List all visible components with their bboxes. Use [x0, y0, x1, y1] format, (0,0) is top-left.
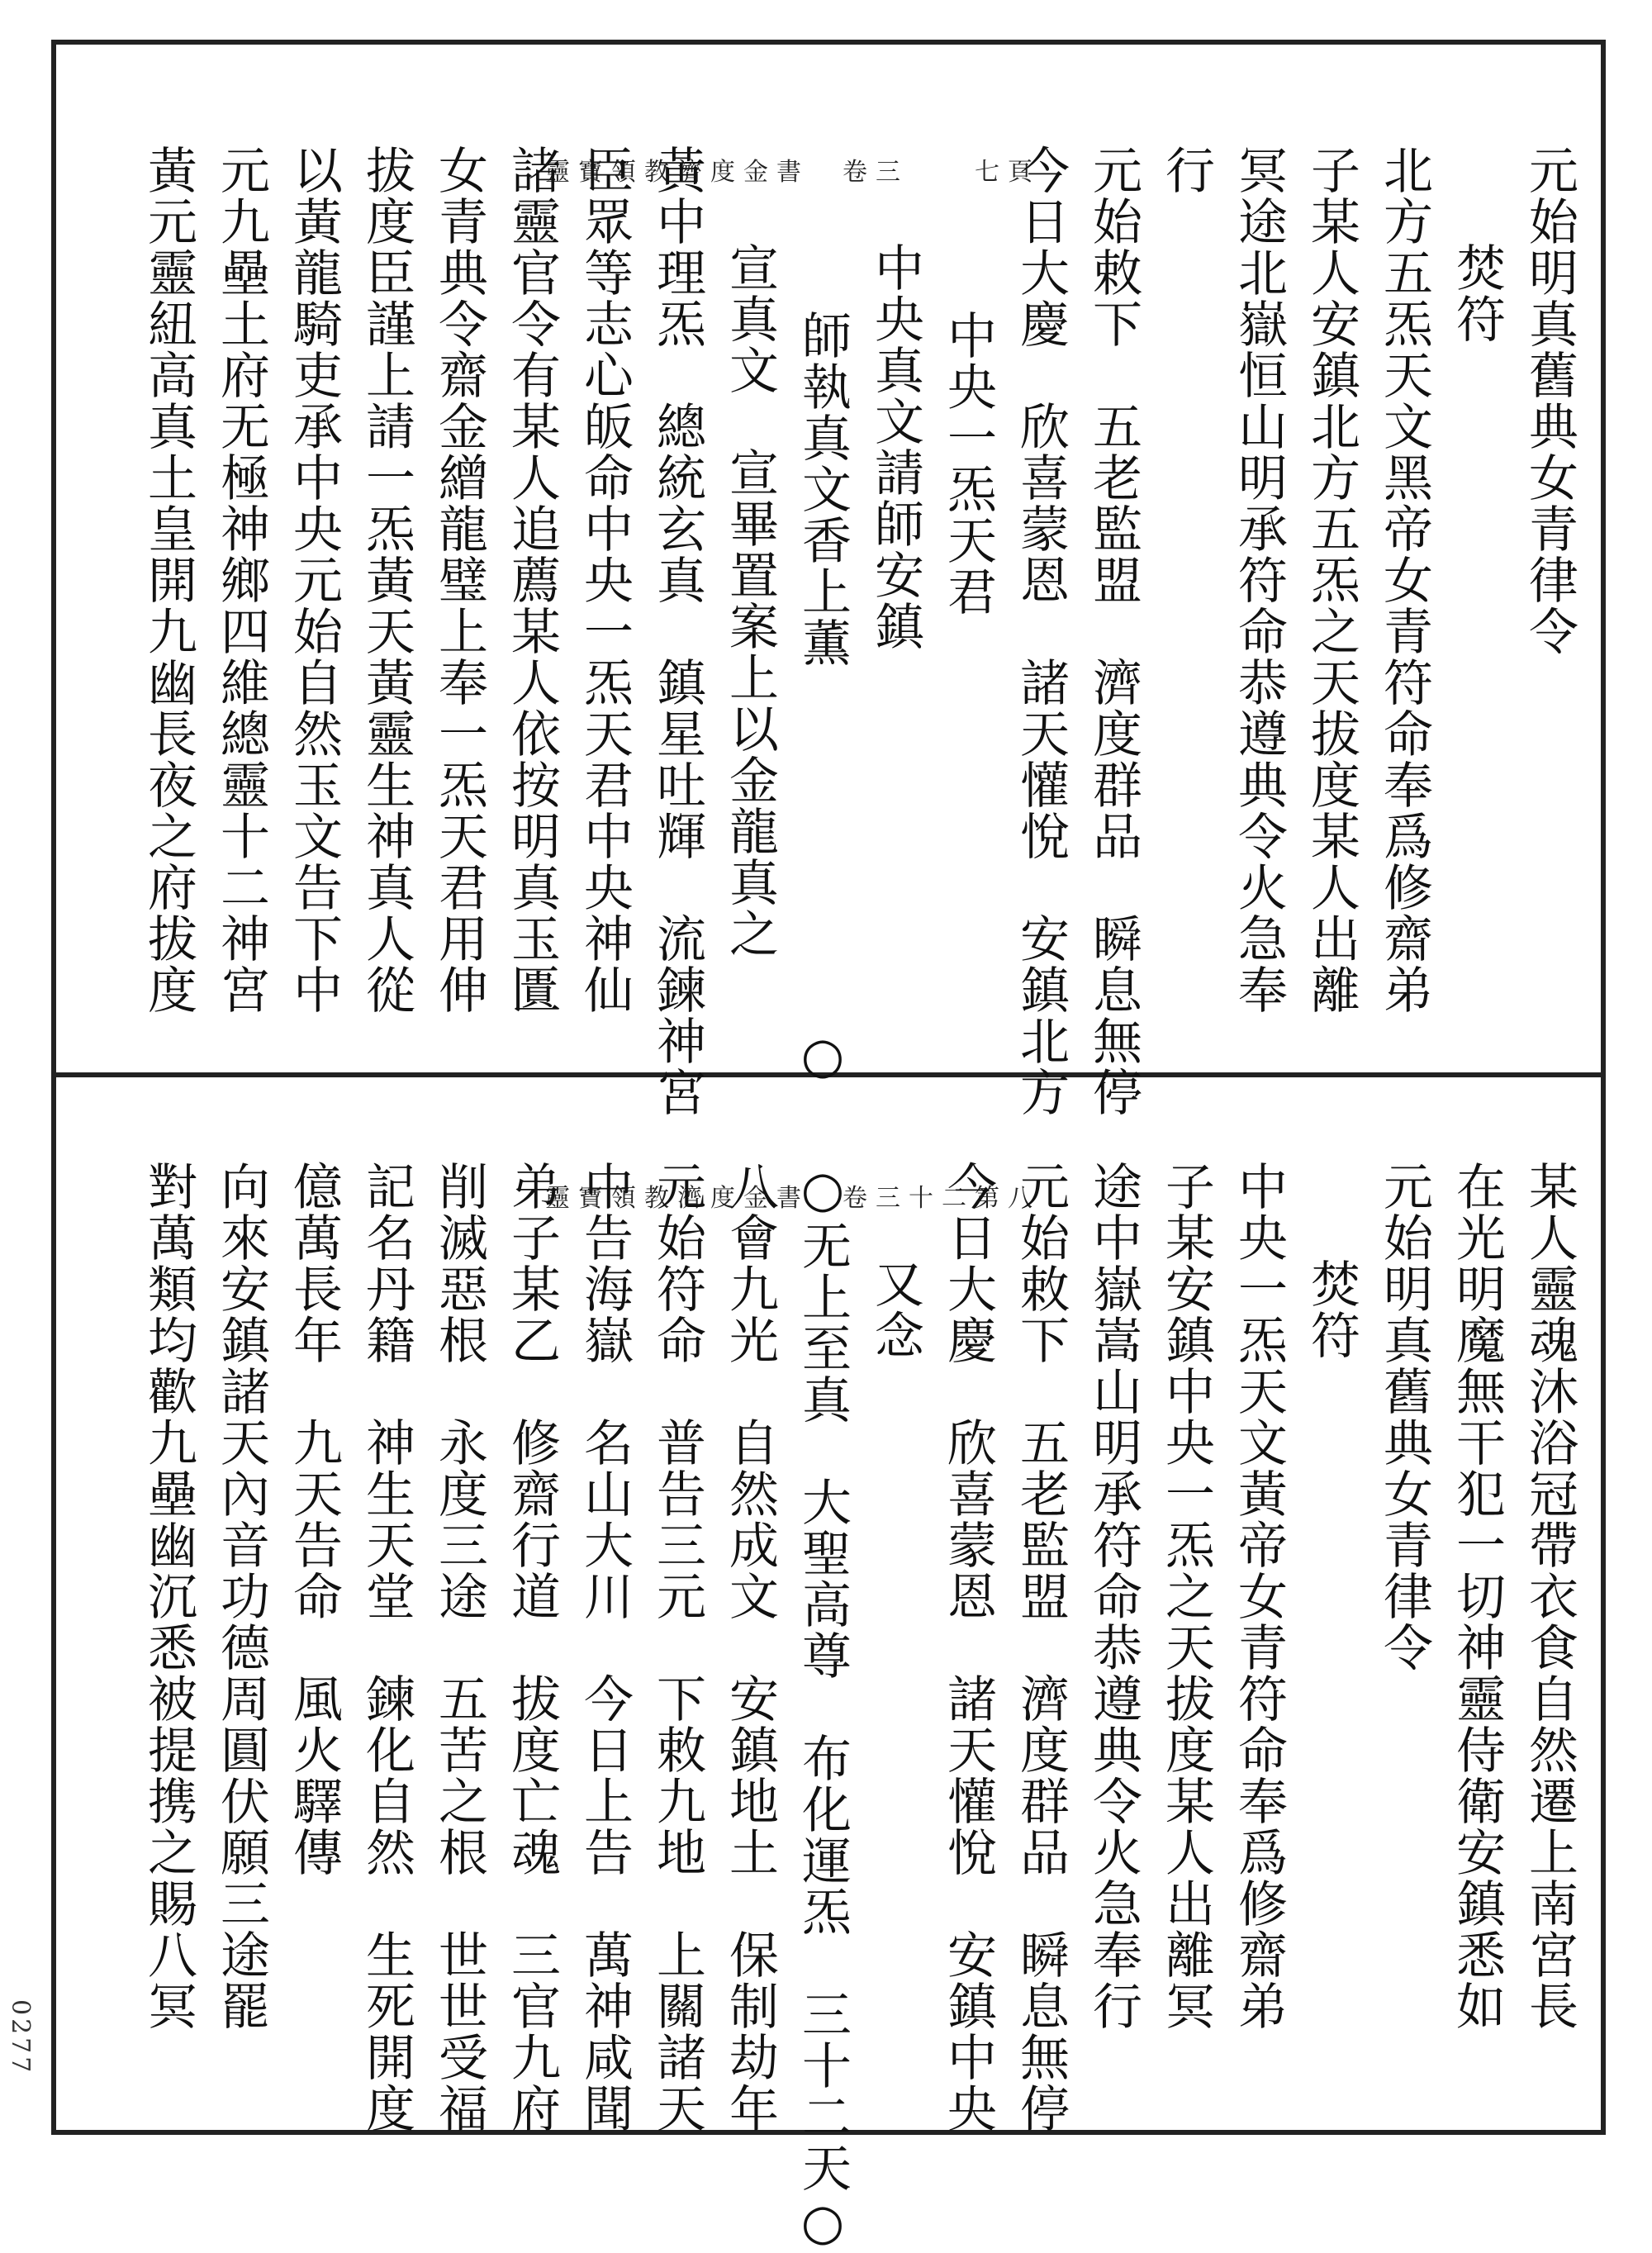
- top-page-column: 元始明真舊典女青律令: [1521, 145, 1578, 657]
- top-page-column: 臣眾等志心皈命中央一炁天君中央神仙: [576, 145, 634, 1015]
- top-page-column: 以黃龍騎吏承中央元始自然玉文告下中: [285, 145, 343, 1015]
- page-number: 0277: [6, 1999, 35, 2076]
- bottom-page-column: 記名丹籍 神生天堂 鍊化自然 生死開度: [358, 1161, 415, 2134]
- top-page-column: 元始敕下 五老監盟 濟度群品 瞬息無停: [1085, 145, 1142, 1118]
- top-page-column: 中央一炁天君: [939, 310, 997, 617]
- bottom-page-column: 對萬類均歡九壘幽沉悉被提携之賜八冥: [140, 1161, 197, 2032]
- bottom-page-column: 中央一炁天文黃帝女青符命奉爲修齋弟: [1230, 1161, 1288, 2032]
- top-page-column: 拔度臣謹上請一炁黃天黃靈生神真人從: [358, 145, 415, 1015]
- bottom-page-column: 今日大慶 欣喜蒙恩 諸天懽悅 安鎮中央: [939, 1161, 997, 2134]
- top-page-column: 中央真文請師安鎮: [866, 242, 924, 652]
- top-page-header: 靈寶領教濟度金書 卷三 七頁: [545, 158, 1041, 187]
- bottom-page-column: 某人靈魂沐浴冠帶衣食自然遷上南宮長: [1521, 1161, 1578, 2032]
- top-page-column: 師執真文香上薫 ○: [794, 310, 852, 1086]
- top-page-column: 女青典令齋金繒龍璧上奉一炁天君用伸: [430, 145, 488, 1015]
- top-page-column: 宣真文 宣畢置案上以金龍真之: [721, 242, 779, 959]
- bottom-page-column: 中告海嶽 名山大川 今日上告 萬神咸聞: [576, 1161, 634, 2134]
- bottom-page-column: 焚符: [1303, 1258, 1360, 1361]
- bottom-page-column: 元始符命 普告三元 下敕九地 上關諸天: [648, 1161, 706, 2134]
- top-page-column: 諸靈官令有某人追薦某人依按明真玉匱: [503, 145, 561, 1015]
- top-page-column: 黃元靈紐高真土皇開九幽長夜之府拔度: [140, 145, 197, 1015]
- bottom-page-column: 子某安鎮中央一炁之天拔度某人出離冥: [1157, 1161, 1215, 2032]
- bottom-page-column: 元始明真舊典女青律令: [1375, 1161, 1433, 1673]
- top-page-column: 黃中理炁 總統玄真 鎮星吐輝 流鍊神宮: [648, 145, 706, 1118]
- top-page-column: 今日大慶 欣喜蒙恩 諸天懽悅 安鎮北方: [1012, 145, 1070, 1118]
- top-page-column: 元九壘土府无極神鄉四維總靈十二神宮: [212, 145, 270, 1015]
- bottom-page-column: 削滅惡根 永度三途 五苦之根 世世受福: [430, 1161, 488, 2134]
- top-page-columns: [74, 145, 1586, 1118]
- top-page-column: 行: [1157, 145, 1215, 196]
- top-page-text: [74, 145, 1586, 1118]
- bottom-page-column: ○无上至真 大聖高尊 布化運炁 三十二天○: [794, 1161, 852, 2253]
- top-page-column: 子某人安鎮北方五炁之天拔度某人出離: [1303, 145, 1360, 1015]
- top-page-column: 冥途北嶽恒山明承符命恭遵典令火急奉: [1230, 145, 1288, 1015]
- bottom-page-column: 八會九光 自然成文 安鎮地土 保制劫年: [721, 1161, 779, 2134]
- bottom-page-column: 弟子某乙 修齋行道 拔度亡魂 三官九府: [503, 1161, 561, 2134]
- bottom-page-column: 又念: [866, 1258, 924, 1361]
- top-page-column: 北方五炁天文黑帝女青符命奉爲修齋弟: [1375, 145, 1433, 1015]
- top-page-column: 焚符: [1448, 242, 1506, 345]
- bottom-page-column: 在光明魔無干犯一切神靈侍衛安鎮悉如: [1448, 1161, 1506, 2032]
- bottom-page-column: 億萬長年 九天告命 風火驛傳: [285, 1161, 343, 1878]
- bottom-page-columns: [74, 1161, 1586, 2253]
- bottom-page-column: 向來安鎮諸天內音功德周圓伏願三途罷: [212, 1161, 270, 2032]
- bottom-page-column: 途中嶽嵩山明承符命恭遵典令火急奉行: [1085, 1161, 1142, 2032]
- bottom-page-header: 靈寶領教濟度金書 卷三十二第八: [545, 1184, 1041, 1213]
- bottom-page-text: [74, 1161, 1586, 2253]
- bottom-page-column: 元始敕下 五老監盟 濟度群品 瞬息無停: [1012, 1161, 1070, 2134]
